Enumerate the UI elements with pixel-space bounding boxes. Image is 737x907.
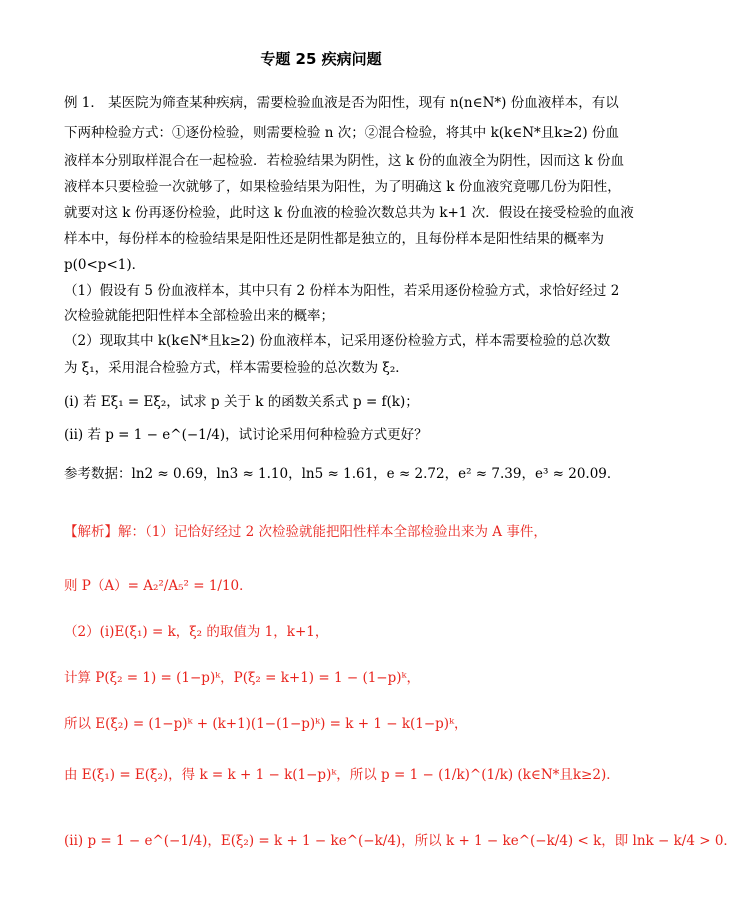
solution-line: (ii) p = 1 − e^(−1/4)，E(ξ₂) = k + 1 − ke^(−k/4)，所以 k + 1 − ke^(−k/4) < k，即 lnk − k/4 > 0． bbox=[64, 833, 737, 849]
problem-line: 就要对这 k 份再逐份检验，此时这 k 份血液的检验次数总共为 k+1 次．假设在接受检验的血液 bbox=[64, 205, 634, 221]
solution-line: 由 E(ξ₁) = E(ξ₂)，得 k = k + 1 − k(1−p)ᵏ，所以 p = 1 − (1/k)^(1/k) (k∈N*且k≥2)． bbox=[64, 767, 620, 783]
problem-line: （2）现取其中 k(k∈N*且k≥2) 份血液样本，记采用逐份检验方式，样本需要检验的总次数 bbox=[64, 333, 611, 349]
problem-line: 次检验就能把阳性样本全部检验出来的概率； bbox=[64, 308, 334, 324]
solution-line: 计算 P(ξ₂ = 1) = (1−p)ᵏ，P(ξ₂ = k+1) = 1 − (1−p)ᵏ， bbox=[64, 670, 420, 686]
problem-line: (i) 若 Eξ₁ = Eξ₂，试求 p 关于 k 的函数关系式 p = f(k)； bbox=[64, 394, 419, 410]
page-title: 专题 25 疾病问题 bbox=[260, 50, 382, 68]
problem-line: (ii) 若 p = 1 − e^(−1/4)，试讨论采用何种检验方式更好？ bbox=[64, 427, 428, 443]
solution-line: （2）(i)E(ξ₁) = k，ξ₂ 的取值为 1，k+1， bbox=[64, 624, 329, 640]
problem-line: 参考数据：ln2 ≈ 0.69，ln3 ≈ 1.10，ln5 ≈ 1.61，e ≈ 2.72，e² ≈ 7.39，e³ ≈ 20.09． bbox=[64, 466, 621, 482]
solution-line: 则 P（A）= A₂²/A₅² = 1/10． bbox=[64, 578, 253, 594]
problem-line: 下两种检验方式：①逐份检验，则需要检验 n 次；②混合检验，将其中 k(k∈N*且k≥2) 份血 bbox=[64, 125, 619, 141]
problem-line: 液样本只要检验一次就够了，如果检验结果为阳性，为了明确这 k 份血液究竟哪几份为阳性， bbox=[64, 179, 621, 195]
problem-line: 样本中，每份样本的检验结果是阳性还是阴性都是独立的，且每份样本是阳性结果的概率为 bbox=[64, 231, 604, 247]
solution-line: 所以 E(ξ₂) = (1−p)ᵏ + (k+1)(1−(1−p)ᵏ) = k + 1 − k(1−p)ᵏ， bbox=[64, 716, 468, 732]
solution-line: 【解析】解：（1）记恰好经过 2 次检验就能把阳性样本全部检验出来为 A 事件， bbox=[64, 524, 547, 540]
problem-line: p(0<p<1)． bbox=[64, 257, 146, 273]
problem-line: 液样本分别取样混合在一起检验．若检验结果为阴性，这 k 份的血液全为阴性，因而这 k 份血 bbox=[64, 153, 625, 169]
problem-line: 例 1． 某医院为筛查某种疾病，需要检验血液是否为阳性，现有 n(n∈N*) 份血液样本，有以 bbox=[64, 95, 619, 111]
problem-line: 为 ξ₁，采用混合检验方式，样本需要检验的总次数为 ξ₂． bbox=[64, 360, 409, 376]
problem-line: （1）假设有 5 份血液样本，其中只有 2 份样本为阳性，若采用逐份检验方式，求恰好经过 2 bbox=[64, 283, 620, 299]
